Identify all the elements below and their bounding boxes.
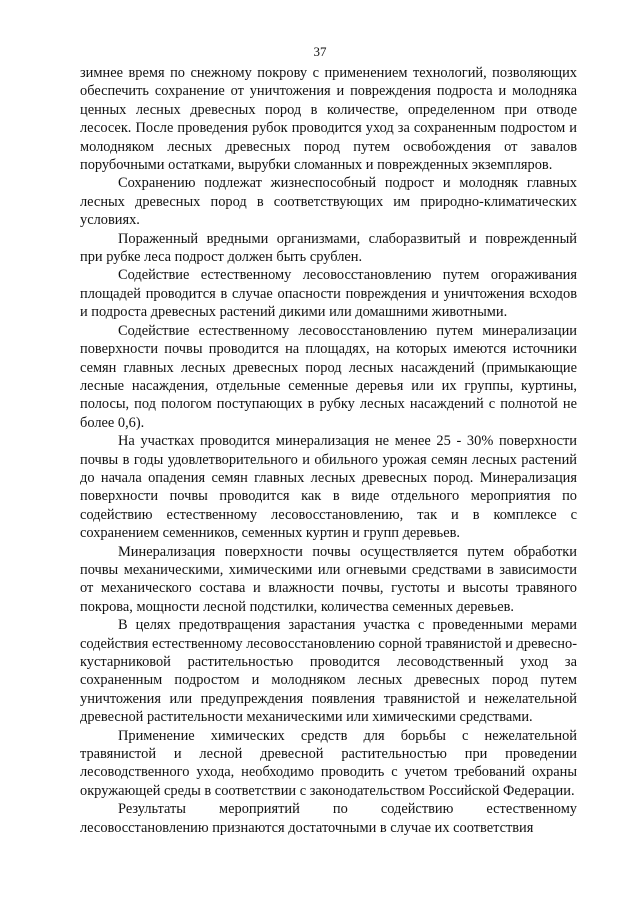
paragraph: Минерализация поверхности почвы осуществляется путем обработки почвы механическими, химическими или огневыми средствами в зависимости от механического состава и влажности почвы, густоты и высоты травяного покрова, мощности лесной подстилки, количества семенных деревьев. bbox=[80, 543, 577, 615]
paragraph-continuation: зимнее время по снежному покрову с применением технологий, позволяющих обеспечить сохранение от уничтожения и повреждения подроста и молодняка ценных лесных древесных пород в количестве, определенном при отводе лесосек. После проведения рубок проводится уход за сохраненным подростом и молодняком лесных древесных пород путем освобождения от завалов порубочными остатками, вырубки сломанных и поврежденных экземпляров. bbox=[80, 65, 577, 174]
paragraph: Содействие естественному лесовосстановлению путем огораживания площадей проводится в случае опасности повреждения и уничтожения всходов и подроста древесных растений дикими или домашними животными. bbox=[80, 267, 577, 321]
paragraph: В целях предотвращения зарастания участка с проведенными мерами содействия естественному лесовосстановлению сорной травянистой и древесно-кустарниковой растительностью проводится лесоводственный уход за сохраненным подростом и молодняком лесных древесных пород путем уничтожения или предупреждения появления травянистой и нежелательной древесной растительности механическими или химическими средствами. bbox=[80, 617, 577, 726]
paragraph: Применение химических средств для борьбы с нежелательной травянистой и лесной древесной растительностью при проведении лесоводственного ухода, необходимо проводить с учетом требований охраны окружающей среды в соответствии с законодательством Российской Федерации. bbox=[80, 727, 577, 799]
paragraph: Результаты мероприятий по содействию естественному лесовосстановлению признаются достаточными в случае их соответствия bbox=[80, 801, 577, 836]
paragraph: Сохранению подлежат жизнеспособный подрост и молодняк главных лесных древесных пород в соответствующих им природно-климатических условиях. bbox=[80, 175, 577, 229]
document-body bbox=[80, 64, 577, 837]
paragraph: Содействие естественному лесовосстановлению путем минерализации поверхности почвы проводится на площадях, на которых имеются источники семян главных лесных древесных пород лесных насаждений (примыкающие лесные насаждения, отдельные семенные деревья или их группы, куртины, полосы, под пологом поступающих в рубку лесных насаждений с полнотой не более 0,6). bbox=[80, 322, 577, 431]
paragraph: Пораженный вредными организмами, слаборазвитый и поврежденный при рубке леса подрост должен быть срублен. bbox=[80, 230, 577, 266]
page-number: 37 bbox=[313, 44, 327, 59]
paragraph: На участках проводится минерализация не менее 25 - 30% поверхности почвы в годы удовлетворительного и обильного урожая семян лесных растений до начала опадения семян главных лесных древесных пород. Минерализация поверхности почвы проводится как в виде отдельного мероприятия по содействию естественному лесовосстановлению, так и в комплексе с сохранением семенников, семенных куртин и групп деревьев. bbox=[80, 433, 577, 542]
